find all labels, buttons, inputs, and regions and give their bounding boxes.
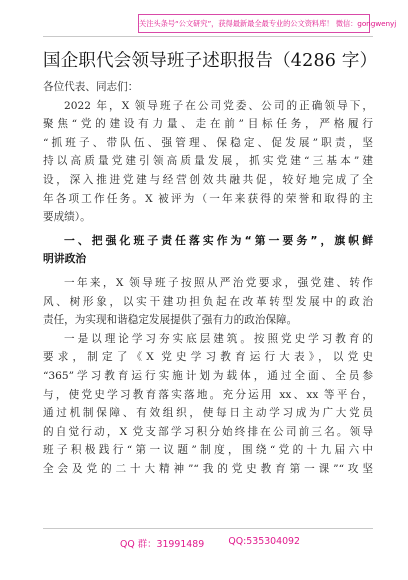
paragraph-line: 全会及党的二十大精神”“我的党史教育第一课”“攻坚 bbox=[43, 462, 373, 475]
paragraph-line: 持以高质量党建引领高质量发展，抓实党建“三基本”建 bbox=[43, 155, 373, 168]
paragraph-line: 要求，制定了《X 党史学习教育运行大表》，以党史 bbox=[43, 351, 373, 364]
paragraph-line: 要成绩）。 bbox=[43, 211, 91, 224]
section-heading-line: 明讲政治 bbox=[43, 252, 87, 266]
paragraph-line: 年各项工作任务。X 被评为（一年来获得的荣誉和取得的主 bbox=[43, 192, 373, 205]
document-title: 国企职代会领导班子述职报告（4286 字） bbox=[43, 51, 378, 71]
footer-qq: QQ:535304092 bbox=[228, 536, 300, 547]
paragraph-line: “365”学习教育运行实施计划为载体，通过全面、全员参 bbox=[43, 369, 373, 382]
paragraph-line: 设，深入推进党建与经营创效共融共促，较好地完成了全 bbox=[43, 173, 373, 186]
footer-divider bbox=[43, 528, 373, 529]
paragraph-line: 的自觉行动，X 党支部学习积分始终排在公司前三名。领导 bbox=[43, 425, 373, 438]
paragraph-line: 一是以理论学习夯实底层建筑。按照党史学习教育的 bbox=[64, 332, 373, 345]
paragraph-line: “抓班子、带队伍、强管理、保稳定、促发展”职责，坚 bbox=[43, 136, 373, 149]
paragraph-line: 风、树形象，以实干建功担负起在改革转型发展中的政治 bbox=[43, 295, 373, 308]
salutation: 各位代表、同志们： bbox=[43, 81, 139, 93]
paragraph-line: 通过机制保障、有效组织，使每日主动学习成为广大党员 bbox=[43, 407, 373, 420]
footer bbox=[120, 536, 300, 550]
header-divider bbox=[43, 36, 373, 37]
promo-banner: 关注头条号“公文研究”，获得最新最全最专业的公文资料库！ 微信：gongwenyj bbox=[138, 14, 370, 33]
paragraph-line: 一年来，X 领导班子按照从严治党要求，强党建、转作 bbox=[64, 276, 373, 289]
paragraph-line: 2022 年，X 领导班子在公司党委、公司的正确领导下， bbox=[64, 99, 373, 112]
paragraph-line: 聚焦“党的建设有力量、走在前”目标任务，严格履行 bbox=[43, 118, 373, 131]
paragraph-line: 班子积极践行“第一议题”制度，围绕“党的十九届六中 bbox=[43, 444, 373, 457]
paragraph-line: 责任，为实现和谐稳定发展提供了强有力的政治保障。 bbox=[43, 314, 298, 327]
document-body bbox=[43, 78, 373, 478]
paragraph-line: 与，使党史学习教育落实落地。充分运用 xx、xx 等平台， bbox=[43, 388, 373, 401]
footer-qq-group: QQ 群：31991489 bbox=[120, 539, 205, 550]
section-heading-line: 一、把强化班子责任落实作为“第一要务”，旗帜鲜 bbox=[64, 233, 373, 247]
